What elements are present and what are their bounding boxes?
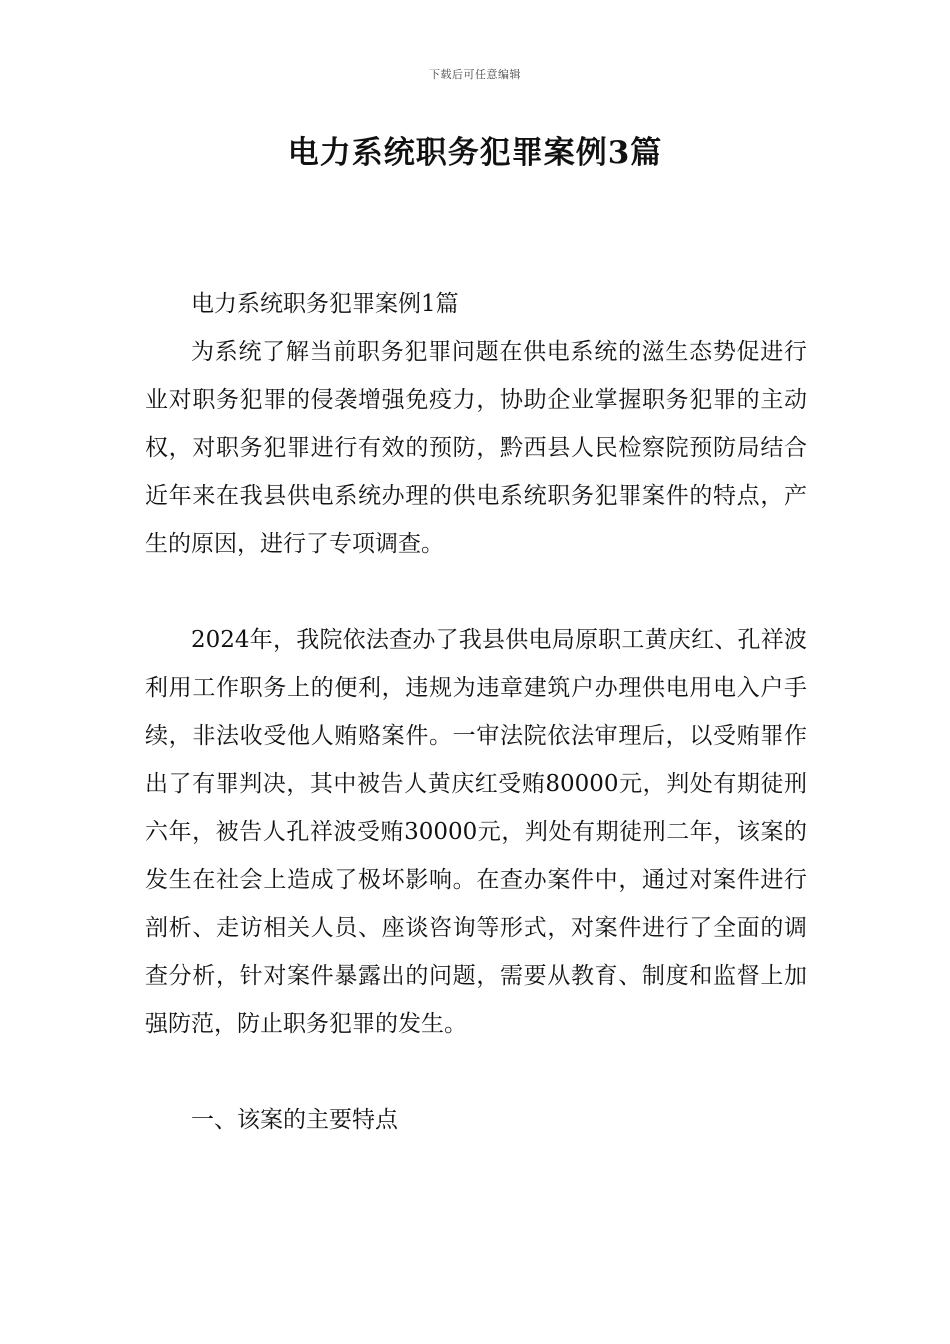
document-body (145, 280, 807, 1144)
paragraph-gap (145, 568, 807, 616)
document-title: 电力系统职务犯罪案例3篇 (287, 135, 663, 171)
section-heading: 一、该案的主要特点 (191, 1107, 398, 1133)
header-note: 下载后可任意编辑 (429, 68, 521, 81)
paragraph-case: 2024年，我院依法查办了我县供电局原职工黄庆红、孔祥波利用工作职务上的便利，违规为违章建筑户办理供电用电入户手续，非法收受他人贿赂案件。一审法院依法审理后，以受贿罪作出了有罪判决，其中被告人黄庆红受贿80000元，判处有期徒刑六年，被告人孔祥波受贿30000元，判处有期徒刑二年，该案的发生在社会上造成了极坏影响。在查办案件中，通过对案件进行剖析、走访相关人员、座谈咨询等形式，对案件进行了全面的调查分析，针对案件暴露出的问题，需要从教育、制度和监督上加强防范，防止职务犯罪的发生。 (145, 627, 807, 1037)
paragraph-intro: 为系统了解当前职务犯罪问题在供电系统的滋生态势促进行业对职务犯罪的侵袭增强免疫力，协助企业掌握职务犯罪的主动权，对职务犯罪进行有效的预防，黔西县人民检察院预防局结合近年来在我县供电系统办理的供电系统职务犯罪案件的特点，产生的原因，进行了专项调查。 (145, 339, 807, 557)
paragraph-gap (145, 1048, 807, 1096)
document-subtitle: 电力系统职务犯罪案例1篇 (191, 291, 459, 317)
